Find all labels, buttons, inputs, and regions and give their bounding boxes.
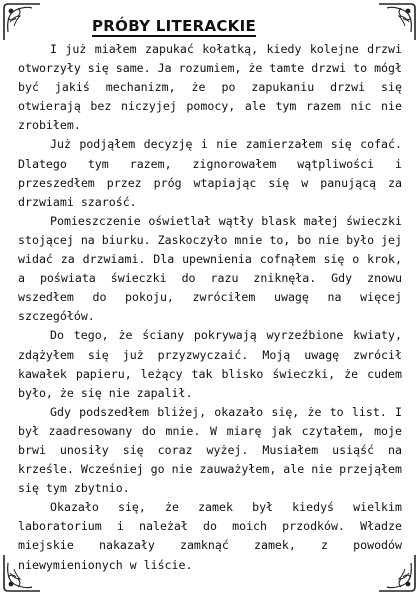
- story-text: [18, 40, 402, 575]
- paragraph: Do tego, że ściany pokrywają wyrzeźbione kwiaty, zdążyłem się już przyzwyczaić. Moją uwagę zwrócił kawałek papieru, leżący tak blisko świeczki, że cudem było, że się nie zapalił.: [18, 328, 402, 400]
- page-title: PRÓBY LITERACKIE: [92, 17, 257, 35]
- paragraph: Pomieszczenie oświetlał wątły blask małej świeczki stojącej na biurku. Zaskoczyło mnie to, bo nie było jej widać za drzwiami. Dla upewnienia cofnąłem się o krok, a poświata świeczki do razu zniknęła. Gdy znowu wszedłem do pokoju, zwróciłem uwagę na więcej szczegółów.: [18, 213, 402, 324]
- paragraph: Już podjąłem decyzję i nie zamierzałem się cofać. Dlatego tym razem, zignorowałem wątpliwości i przeszedłem przez próg wtapiając się w panującą za drzwiami szarość.: [18, 137, 402, 209]
- paragraph: Gdy podszedłem bliżej, okazało się, że to list. I był zaadresowany do mnie. W miarę jak czytałem, moje brwi unosiły się coraz wyżej. Musiałem usiąść na krześle. Wcześniej go nie zauważyłem, ale nie przejąłem się tym zbytnio.: [18, 404, 402, 496]
- corner-ornament-top-left-icon: [2, 2, 42, 42]
- paragraph: I już miałem zapukać kołatką, kiedy kolejne drzwi otworzyły się same. Ja rozumiem, że tamte drzwi to mógł być jakiś mechanizm, że po zapukaniu drzwi się otwierają bez niczyjej pomocy, ale tym razem nic nie zrobiłem.: [18, 42, 402, 133]
- corner-ornament-top-right-icon: [377, 2, 417, 42]
- paragraph: Okazało się, że zamek był kiedyś wielkim laboratorium i należał do moich przodków. Władze miejskie nakazały zamknąć zamek, z powodów niewymienionych w liście.: [18, 500, 402, 572]
